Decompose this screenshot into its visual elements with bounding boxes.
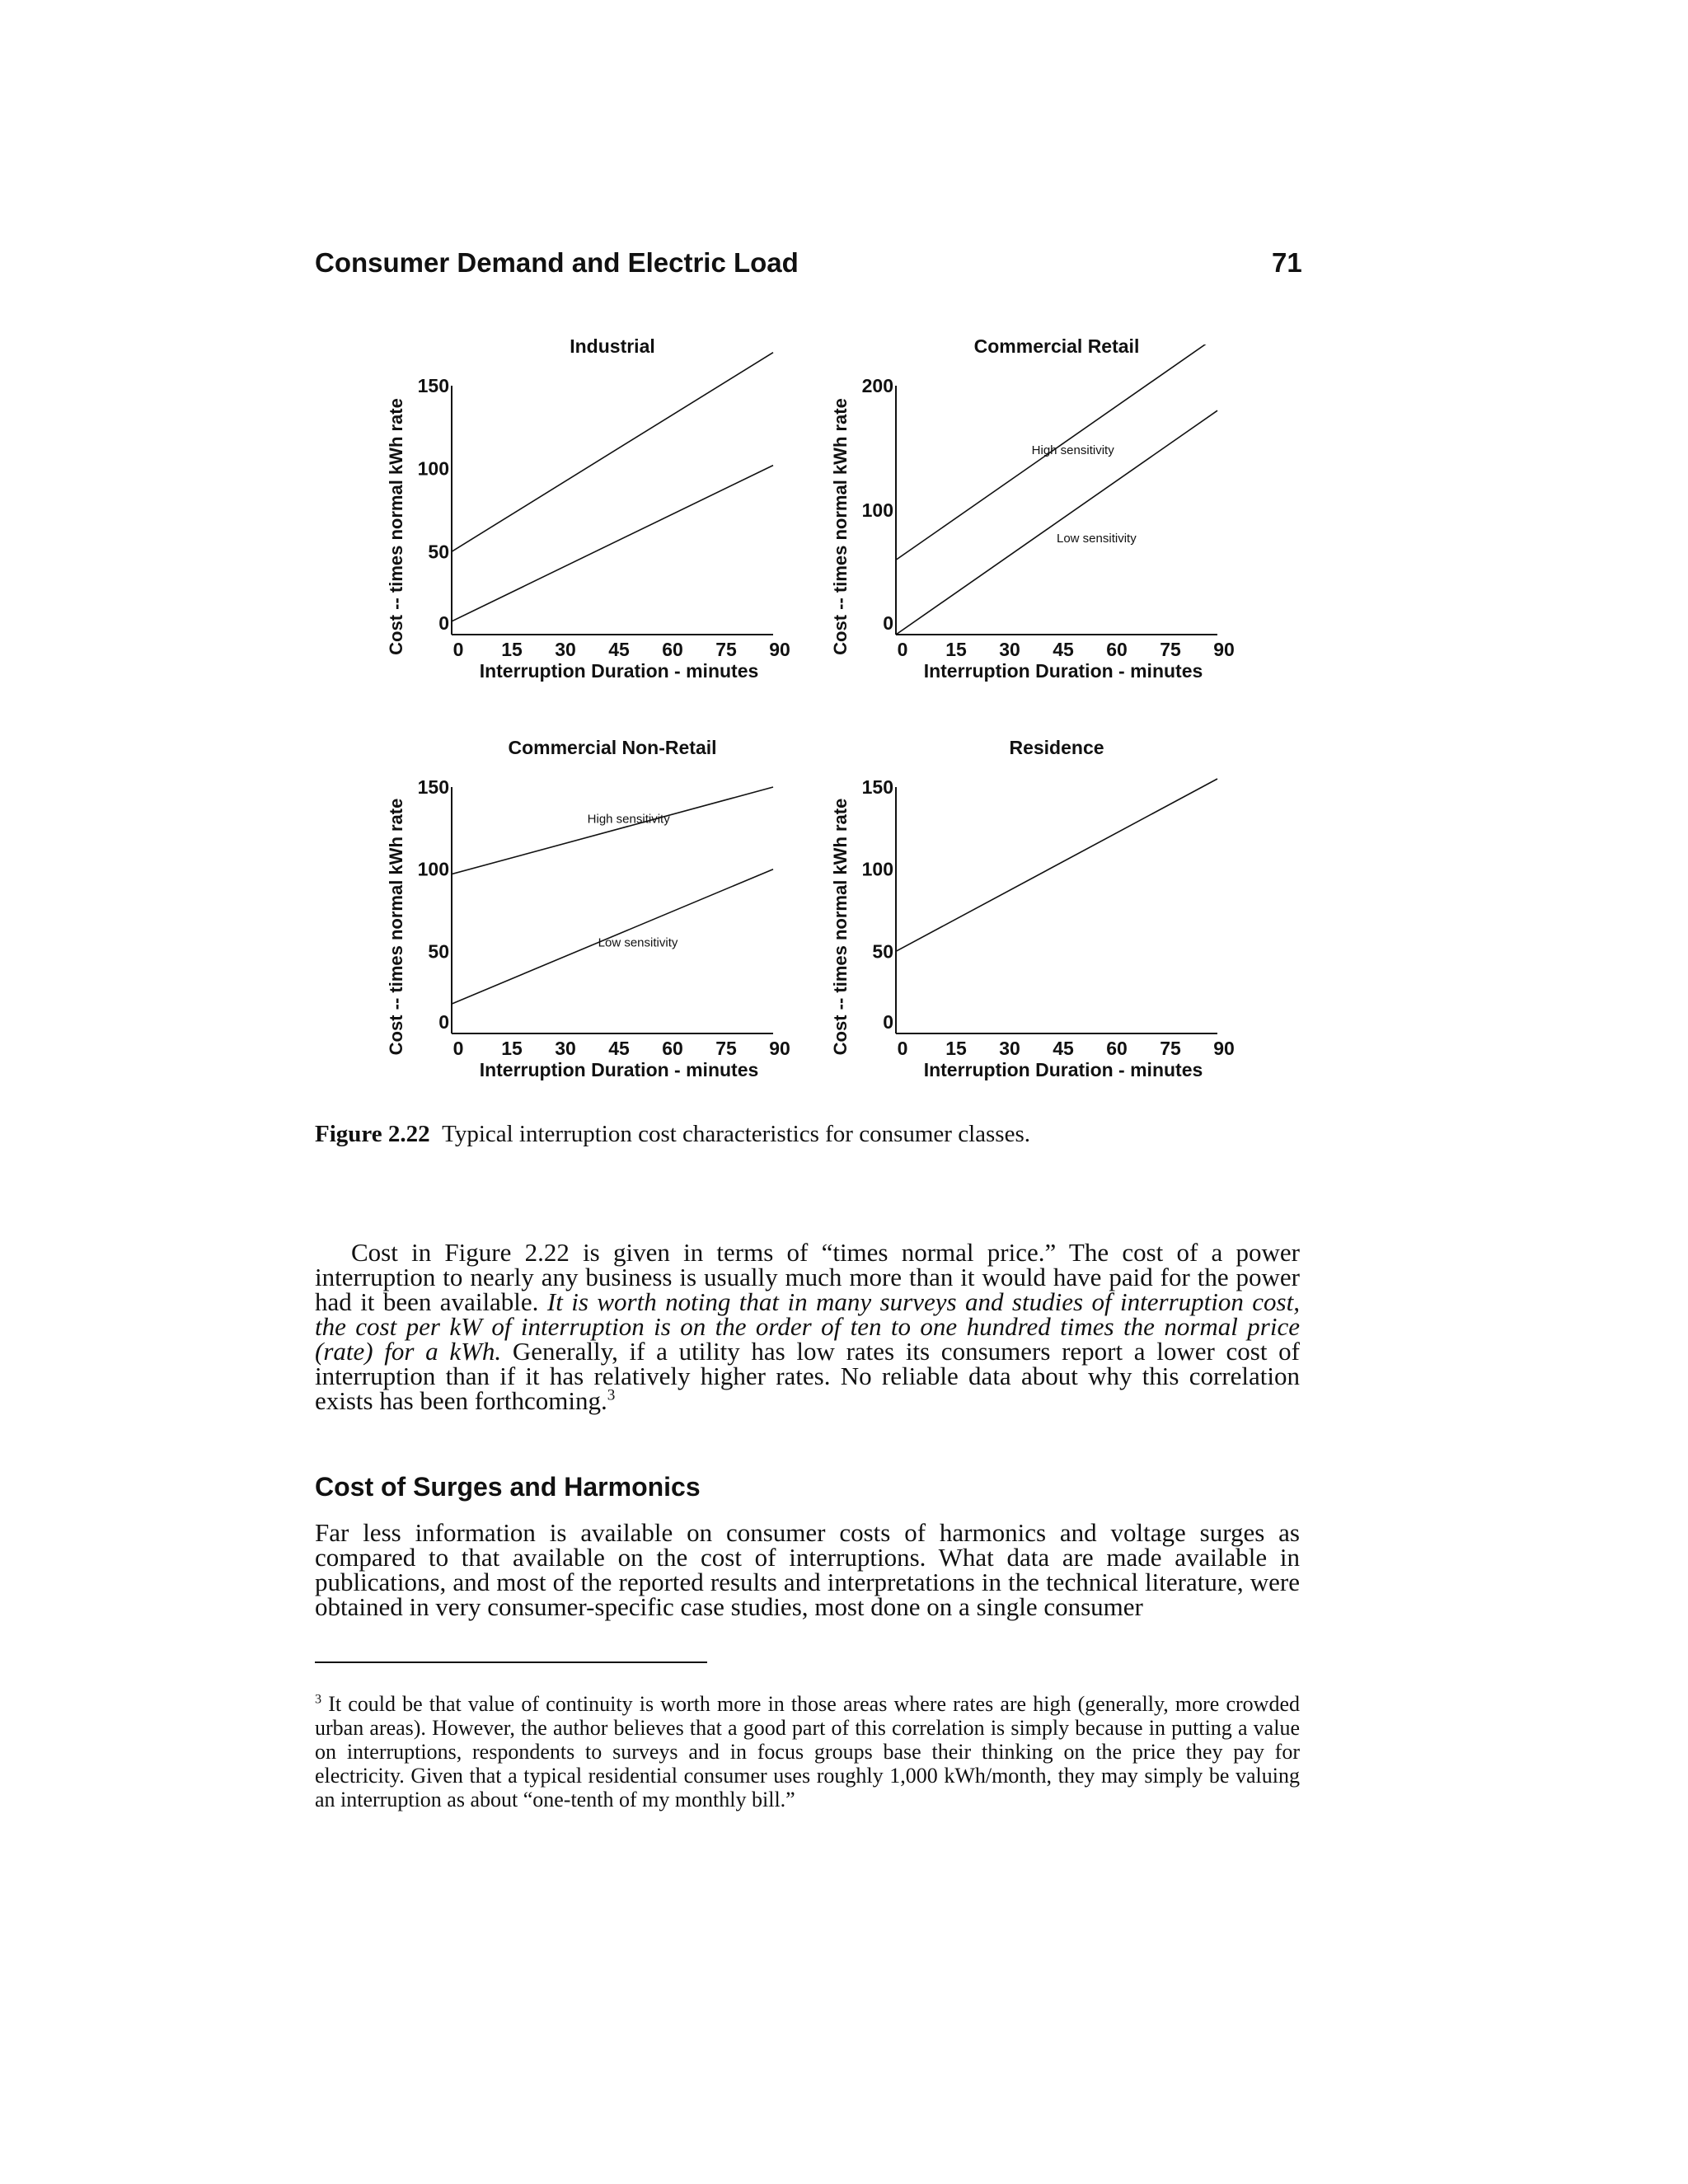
x-tick-label: 30 [999, 639, 1020, 660]
x-tick-label: 75 [715, 1038, 737, 1059]
x-axis-label: Interruption Duration - minutes [479, 1059, 759, 1080]
x-tick-label: 45 [608, 1038, 630, 1059]
paragraph-1-text-end: Generally, if a utility has low rates its consumers report a lower cost of interruption than if it has relatively higher rates. No reliable data about why this correlation exists has been forthcoming. [315, 1337, 1300, 1415]
y-axis-label: Cost -- times normal kWh rate [830, 798, 851, 1056]
y-tick-label: 100 [861, 499, 893, 521]
x-tick-label: 0 [452, 1038, 464, 1059]
footnote-marker: 3 [315, 1692, 322, 1707]
body-paragraph-1 [315, 1240, 1300, 1413]
y-tick-label: 150 [417, 776, 449, 798]
y-tick-label: 150 [417, 375, 449, 396]
x-tick-label: 90 [769, 639, 790, 660]
section-heading: Cost of Surges and Harmonics [315, 1472, 701, 1502]
y-tick-label: 50 [872, 940, 893, 963]
chart-panel-2 [830, 335, 1235, 682]
footnote [315, 1692, 1300, 1811]
x-tick-label: 0 [897, 1038, 908, 1059]
y-tick-label: 0 [883, 1011, 893, 1033]
x-tick-label: 0 [897, 639, 908, 660]
y-tick-label: 50 [428, 940, 449, 963]
x-tick-label: 60 [1106, 639, 1128, 660]
chart-title: Commercial Retail [973, 335, 1140, 357]
chart-title: Industrial [570, 335, 655, 357]
series-group [896, 336, 1217, 635]
chart-title: Residence [1009, 737, 1104, 758]
y-tick-label: 100 [417, 858, 449, 880]
x-tick-label: 75 [1160, 1038, 1181, 1059]
x-tick-label: 60 [662, 639, 683, 660]
footnote-reference: 3 [607, 1386, 616, 1404]
series-label: Low sensitivity [1057, 532, 1137, 546]
x-tick-label: 45 [1053, 639, 1074, 660]
x-tick-label: 15 [501, 639, 523, 660]
y-tick-label: 150 [861, 776, 893, 798]
series-line-1 [452, 787, 773, 874]
figure-caption-text: Typical interruption cost characteristics for consumer classes. [442, 1121, 1030, 1147]
x-tick-label: 45 [1053, 1038, 1074, 1059]
x-axis-label: Interruption Duration - minutes [923, 1059, 1203, 1080]
x-tick-label: 60 [1106, 1038, 1128, 1059]
footnote-rule [315, 1661, 707, 1663]
x-tick-label: 60 [662, 1038, 683, 1059]
paragraph-1-text: Cost in Figure 2.22 is given in terms of “times normal price.” The cost of a power interruption to nearly any business is usually much more than it would have paid for the power had it been available. [315, 1238, 1300, 1316]
x-tick-label: 0 [452, 639, 464, 660]
series-label: High sensitivity [587, 812, 670, 827]
y-axis-label: Cost -- times normal kWh rate [830, 398, 851, 655]
paragraph-1-emphasis: It is worth noting that in many surveys and studies of interruption cost, the cost per kW of interruption is on the order of ten to one hundred times the normal price (rate) for a kWh. [315, 1287, 1300, 1366]
chart-panel-4 [830, 737, 1235, 1080]
y-tick-label: 50 [428, 541, 449, 563]
chart-title: Commercial Non-Retail [508, 737, 717, 758]
x-tick-label: 45 [608, 639, 630, 660]
series-group [452, 353, 773, 621]
y-tick-label: 100 [861, 858, 893, 880]
series-line-1 [452, 353, 773, 552]
series-label: High sensitivity [1031, 443, 1114, 458]
x-tick-label: 15 [945, 1038, 967, 1059]
page-number: 71 [1272, 247, 1302, 278]
chart-panel-3 [386, 737, 790, 1080]
y-tick-label: 0 [438, 612, 449, 634]
x-tick-label: 75 [1160, 639, 1181, 660]
y-tick-label: 0 [883, 612, 893, 634]
x-tick-label: 30 [555, 639, 576, 660]
footnote-text: It could be that value of continuity is worth more in those areas where rates are high (generally, more crowded urban areas). However, the author believes that a good part of this correlation is simply because in putting a value on interruptions, respondents to surveys and in focus groups base their thinking on the price they pay for electricity. Given that a typical residential consumer uses roughly 1,000 kWh/month, they may simply be valuing an interruption as about “one-tenth of my monthly bill.” [315, 1692, 1300, 1811]
x-tick-label: 15 [501, 1038, 523, 1059]
x-tick-label: 15 [945, 639, 967, 660]
series-line-2 [452, 466, 773, 621]
series-line-1 [896, 779, 1217, 951]
series-group [896, 779, 1217, 951]
y-axis-label: Cost -- times normal kWh rate [386, 798, 406, 1056]
running-title: Consumer Demand and Electric Load [315, 247, 799, 278]
x-tick-label: 30 [555, 1038, 576, 1059]
body-paragraph-2: Far less information is available on consumer costs of harmonics and voltage surges as compared to that available on the cost of interruptions. What data are made available in publications, and most of the reported results and interpretations in the technical literature, were obtained in very consumer-specific case studies, most done on a single consumer [315, 1518, 1300, 1621]
x-tick-label: 75 [715, 639, 737, 660]
chart-panel-1 [386, 335, 790, 682]
figure-caption-label: Figure 2.22 [315, 1121, 430, 1147]
x-axis-label: Interruption Duration - minutes [479, 660, 759, 682]
figure-caption [315, 1121, 1030, 1148]
x-tick-label: 90 [1213, 1038, 1235, 1059]
y-tick-label: 100 [417, 457, 449, 480]
x-axis-label: Interruption Duration - minutes [923, 660, 1203, 682]
series-label: Low sensitivity [598, 935, 678, 950]
x-tick-label: 30 [999, 1038, 1020, 1059]
x-tick-label: 90 [769, 1038, 790, 1059]
y-tick-label: 0 [438, 1011, 449, 1033]
x-tick-label: 90 [1213, 639, 1235, 660]
y-tick-label: 200 [861, 375, 893, 396]
y-axis-label: Cost -- times normal kWh rate [386, 398, 406, 655]
